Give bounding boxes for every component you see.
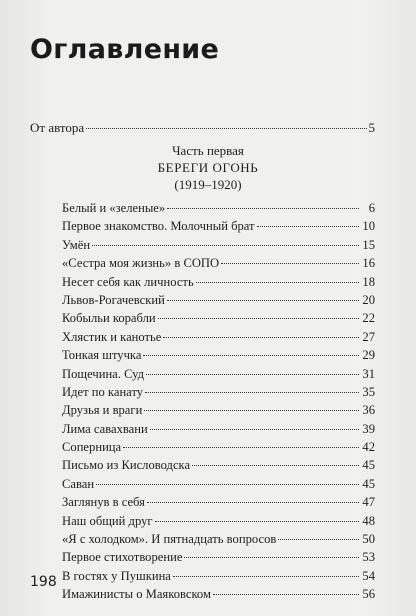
toc-entry xyxy=(62,512,375,530)
part-title: БЕРЕГИ ОГОНЬ xyxy=(157,160,259,175)
toc-entry xyxy=(62,548,375,566)
toc-entry-page: 47 xyxy=(362,495,375,510)
toc-entry xyxy=(62,475,375,493)
toc-entry-label: Друзья и враги xyxy=(62,403,143,418)
dot-leader xyxy=(173,576,359,577)
toc-entry xyxy=(62,273,375,291)
toc-entry-page: 39 xyxy=(362,421,375,436)
dot-leader xyxy=(143,355,359,356)
toc-entry-label: «Сестра моя жизнь» в СОПО xyxy=(62,256,220,271)
dot-leader xyxy=(158,318,359,319)
toc-entry-label: Пощечина. Суд xyxy=(62,366,145,381)
dot-leader xyxy=(147,502,359,503)
toc-entry-label: Первое знакомство. Молочный брат xyxy=(62,219,255,234)
dot-leader xyxy=(192,465,359,466)
dot-leader xyxy=(86,128,366,129)
toc-entry-label: Соперница xyxy=(62,440,122,455)
toc-entry-label: Хлястик и канотье xyxy=(62,329,162,344)
toc-entry-page: 15 xyxy=(362,237,375,252)
toc-entry-page: 5 xyxy=(368,120,375,135)
page-number: 198 xyxy=(30,574,57,590)
toc-entry xyxy=(62,254,375,272)
dot-leader xyxy=(278,539,359,540)
toc-entry xyxy=(62,199,375,217)
toc-entry-label: Первое стихотворение xyxy=(62,550,183,565)
dot-leader xyxy=(184,557,359,558)
toc-entry xyxy=(62,328,375,346)
toc-entry-label: От автора xyxy=(30,120,85,135)
toc-entry-label: Идет по канату xyxy=(62,384,144,399)
toc-entry-page: 27 xyxy=(362,329,375,344)
toc-entry-label: Письмо из Кисловодска xyxy=(62,458,191,473)
toc-entry xyxy=(62,456,375,474)
dot-leader xyxy=(167,300,359,301)
toc-entry-label: Имажинисты о Маяковском xyxy=(62,587,211,602)
toc-entry xyxy=(62,420,375,438)
toc-entry-label: Львов-Рогачевский xyxy=(62,292,165,307)
dot-leader xyxy=(213,594,359,595)
dot-leader xyxy=(123,447,359,448)
toc-entry-page: 50 xyxy=(362,532,375,547)
toc-entry xyxy=(62,383,375,401)
toc-entry-page: 42 xyxy=(362,440,375,455)
toc-entry-page: 10 xyxy=(362,219,375,234)
toc-entry-page: 31 xyxy=(362,366,375,381)
dot-leader xyxy=(163,337,359,338)
toc-entry-page: 16 xyxy=(362,256,375,271)
toc-entry-label: Тонкая штучка xyxy=(62,348,142,363)
toc-entry-label: Умён xyxy=(62,237,91,252)
toc-entry xyxy=(62,346,375,364)
toc-entry-page: 45 xyxy=(362,458,375,473)
toc-entry xyxy=(62,401,375,419)
toc-entry-label: Несет себя как личность xyxy=(62,274,194,289)
toc-entry-author xyxy=(30,120,375,136)
toc-entry-label: «Я с холодком». И пятнадцать вопросов xyxy=(62,532,277,547)
dot-leader xyxy=(145,392,359,393)
toc-entry-label: В гостях у Пушкина xyxy=(62,568,171,583)
dot-leader xyxy=(257,226,359,227)
toc-entry-page: 36 xyxy=(362,403,375,418)
toc-entry-page: 18 xyxy=(362,274,375,289)
toc-entry xyxy=(62,438,375,456)
toc-entry-label: Саван xyxy=(62,476,95,491)
toc-entry xyxy=(62,291,375,309)
toc-entry xyxy=(62,493,375,511)
toc-entry-page: 6 xyxy=(368,201,375,215)
toc-entry-label: Кобыльи корабли xyxy=(62,311,156,326)
dot-leader xyxy=(96,484,359,485)
toc-entry-page: 53 xyxy=(362,550,375,565)
toc-entry xyxy=(62,365,375,383)
dot-leader xyxy=(150,429,359,430)
dot-leader xyxy=(221,263,359,264)
dot-leader xyxy=(196,282,359,283)
toc-entry-label: Наш общий друг xyxy=(62,513,153,528)
part-years: (1919–1920) xyxy=(174,177,242,192)
toc-list xyxy=(62,199,375,604)
toc-entry-page: 29 xyxy=(362,348,375,363)
toc-entry xyxy=(62,585,375,603)
toc-entry-page: 48 xyxy=(362,513,375,528)
toc-entry xyxy=(62,530,375,548)
toc-entry-page: 54 xyxy=(362,568,375,583)
toc-entry-page: 35 xyxy=(362,384,375,399)
toc-entry-label: Лима савахвани xyxy=(62,421,148,436)
part-label: Часть первая xyxy=(172,143,244,158)
toc-entry-page: 20 xyxy=(362,292,375,307)
toc-entry xyxy=(62,217,375,235)
dot-leader xyxy=(167,208,359,209)
toc-entry-label: Белый и «зеленые» xyxy=(62,201,166,215)
toc-entry-page: 56 xyxy=(362,587,375,602)
dot-leader xyxy=(144,410,359,411)
page-title: Оглавление xyxy=(30,34,220,65)
toc-entry xyxy=(62,309,375,327)
dot-leader xyxy=(155,521,359,522)
dot-leader xyxy=(92,245,359,246)
toc-entry-page: 22 xyxy=(362,311,375,326)
dot-leader xyxy=(146,374,359,375)
toc-entry-label: Заглянув в себя xyxy=(62,495,145,510)
toc-entry xyxy=(62,236,375,254)
toc-entry xyxy=(62,567,375,585)
toc-entry-page: 45 xyxy=(362,476,375,491)
